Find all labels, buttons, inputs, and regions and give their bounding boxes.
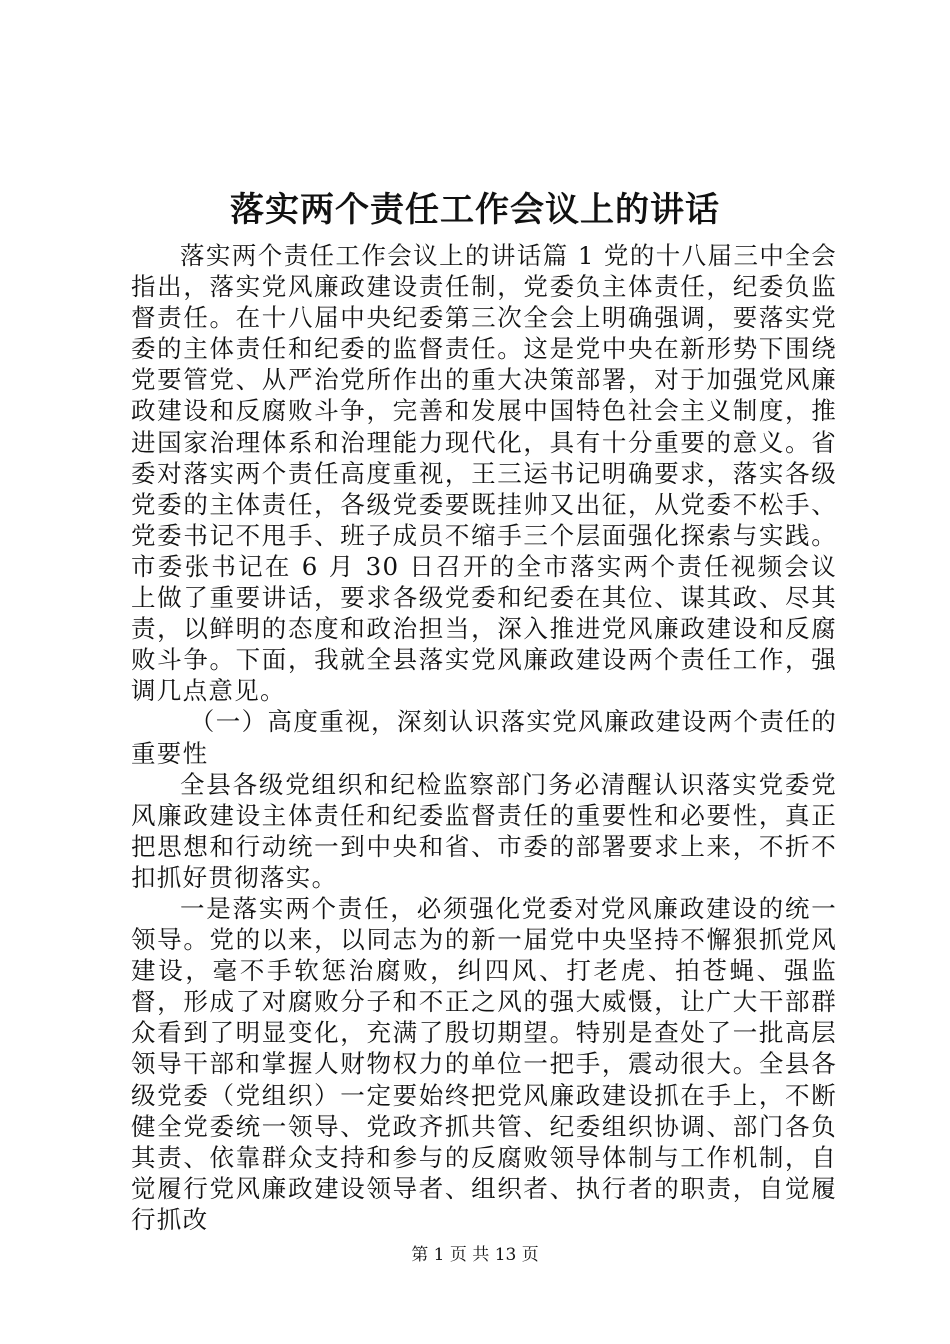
paragraph-section-intro: 全县各级党组织和纪检监察部门务必清醒认识落实党委党风廉政建设主体责任和纪委监督责任的重要性和必要性，真正把思想和行动统一到中央和省、市委的部署要求上来，不折不扣抓好贯彻落实。 [131,769,837,892]
paragraph-intro: 落实两个责任工作会议上的讲话篇 1 党的十八届三中全会指出，落实党风廉政建设责任制，党委负主体责任，纪委负监督责任。在十八届中央纪委第三次全会上明确强调，要落实党委的主体责任和纪委的监督责任。这是党中央在新形势下围绕党要管党、从严治党所作出的重大决策部署，对于加强党风廉政建设和反腐败斗争，完善和发展中国特色社会主义制度，推进国家治理体系和治理能力现代化，具有十分重要的意义。省委对落实两个责任高度重视，王三运书记明确要求，落实各级党委的主体责任，各级党委要既挂帅又出征，从党委不松手、党委书记不甩手、班子成员不缩手三个层面强化探索与实践。市委张书记在 6 月 30 日召开的全市落实两个责任视频会议上做了重要讲话，要求各级党委和纪委在其位、谋其政、尽其责，以鲜明的态度和政治担当，深入推进党风廉政建设和反腐败斗争。下面，我就全县落实党风廉政建设两个责任工作，强调几点意见。 [131,241,837,706]
section-heading: （一）高度重视，深刻认识落实党风廉政建设两个责任的重要性 [131,707,837,768]
document-body [131,240,837,1235]
paragraph-point-one: 一是落实两个责任，必须强化党委对党风廉政建设的统一领导。党的以来，以同志为的新一届党中央坚持不懈狠抓党风建设，毫不手软惩治腐败，纠四风、打老虎、拍苍蝇、强监督，形成了对腐败分子和不正之风的强大威慑，让广大干部群众看到了明显变化，充满了殷切期望。特别是查处了一批高层领导干部和掌握人财物权力的单位一把手，震动很大。全县各级党委（党组织）一定要始终把党风廉政建设抓在手上，不断健全党委统一领导、党政齐抓共管、纪委组织协调、部门各负其责、依靠群众支持和参与的反腐败领导体制与工作机制，自觉履行党风廉政建设领导者、组织者、执行者的职责，自觉履行抓改 [131,893,837,1234]
document-title: 落实两个责任工作会议上的讲话 [230,190,720,230]
page-number: 第 1 页 共 13 页 [411,1245,539,1265]
